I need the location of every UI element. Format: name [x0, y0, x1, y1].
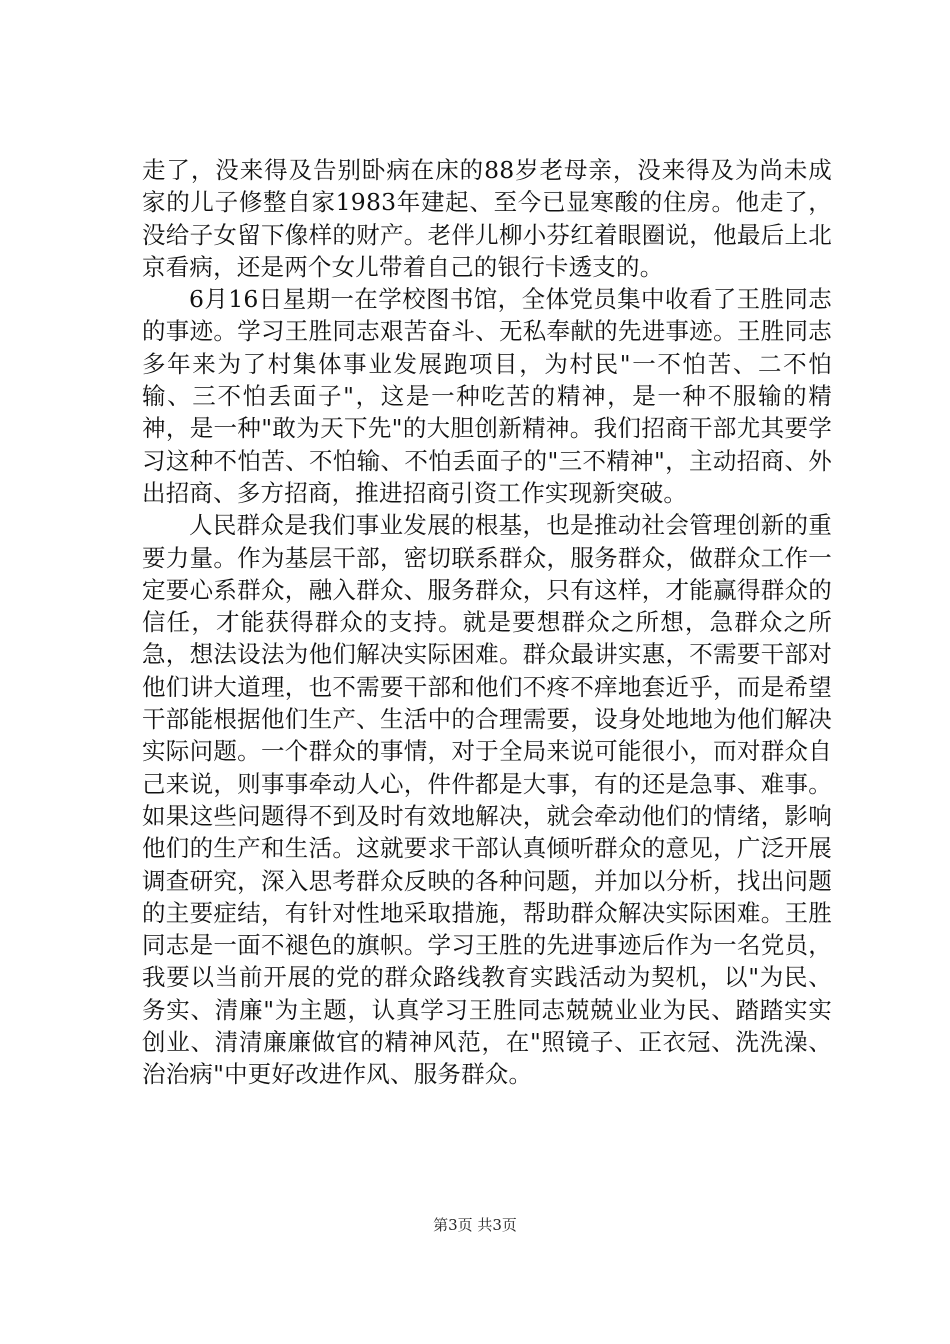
page-footer: 第3页 共3页 — [433, 1216, 517, 1234]
paragraph-study-event: 6月16日星期一在学校图书馆，全体党员集中收看了王胜同志的事迹。学习王胜同志艰苦奋斗、无私奉献的先进事迹。王胜同志多年来为了村集体事业发展跑项目，为村民"一不怕苦、二不怕输、三不怕丢面子"，这是一种吃苦的精神，是一种不服输的精神，是一种"敢为天下先"的大胆创新精神。我们招商干部尤其要学习这种不怕苦、不怕输、不怕丢面子的"三不精神"，主动招商、外出招商、多方招商，推进招商引资工作实现新突破。 — [142, 285, 832, 507]
document-body — [142, 154, 832, 1091]
paragraph-continuation: 走了，没来得及告别卧病在床的88岁老母亲，没来得及为尚未成家的儿子修整自家1983年建起、至今已显寒酸的住房。他走了，没给子女留下像样的财产。老伴儿柳小芬红着眼圈说，他最后上北京看病，还是两个女儿带着自己的银行卡透支的。 — [142, 156, 832, 281]
paragraph-serving-masses: 人民群众是我们事业发展的根基，也是推动社会管理创新的重要力量。作为基层干部，密切联系群众，服务群众，做群众工作一定要心系群众，融入群众、服务群众，只有这样，才能赢得群众的信任，才能获得群众的支持。就是要想群众之所想，急群众之所急，想法设法为他们解决实际困难。群众最讲实惠，不需要干部对他们讲大道理，也不需要干部和他们不疼不痒地套近乎，而是希望干部能根据他们生产、生活中的合理需要，设身处地地为他们解决实际问题。一个群众的事情，对于全局来说可能很小，而对群众自己来说，则事事牵动人心，件件都是大事，有的还是急事、难事。如果这些问题得不到及时有效地解决，就会牵动他们的情绪，影响他们的生产和生活。这就要求干部认真倾听群众的意见，广泛开展调查研究，深入思考群众反映的各种问题，并加以分析，找出问题的主要症结，有针对性地采取措施，帮助群众解决实际困难。王胜同志是一面不褪色的旗帜。学习王胜的先进事迹后作为一名党员，我要以当前开展的党的群众路线教育实践活动为契机，以"为民、务实、清廉"为主题，认真学习王胜同志兢兢业业为民、踏踏实实创业、清清廉廉做官的精神风范，在"照镜子、正衣冠、洗洗澡、治治病"中更好改进作风、服务群众。 — [142, 511, 832, 1089]
